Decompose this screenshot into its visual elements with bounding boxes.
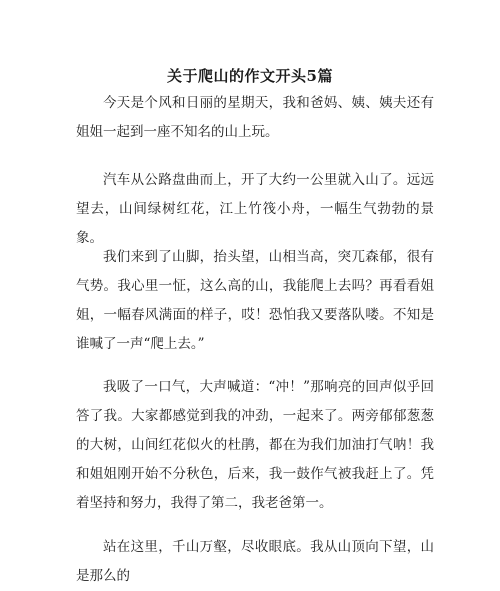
- paragraph-5: 站在这里，千山万壑，尽收眼底。我从山顶向下望，山是那么的: [76, 539, 434, 584]
- paragraph-2: 汽车从公路盘曲而上，开了大约一公里就入山了。远远望去，山间绿树红花，江上竹筏小舟，一幅生气勃勃的景象。: [76, 172, 434, 246]
- paragraph-3: 我们来到了山脚，抬头望，山相当高，突兀森郁，很有气势。我心里一怔，这么高的山，我能爬上去吗？再看看姐姐，一幅春风满面的样子，哎！恐怕我又要落队喽。不知是谁喊了一声“爬上去。”: [76, 249, 434, 352]
- paragraph-1: 今天是个风和日丽的星期天，我和爸妈、姨、姨夫还有姐姐一起到一座不知名的山上玩。: [76, 95, 434, 140]
- document-title: 关于爬山的作文开头5篇: [167, 67, 333, 85]
- paragraph-4: 我吸了一口气，大声喊道：“冲！”那响亮的回声似乎回答了我。大家都感觉到我的冲劲，一起来了。两旁郁郁葱葱的大树，山间红花似火的杜鹃，都在为我们加油打气呐！我和姐姐刚开始不分秋色，后来，我一鼓作气被我赶上了。凭着坚持和努力，我得了第二，我老爸第一。: [76, 379, 434, 511]
